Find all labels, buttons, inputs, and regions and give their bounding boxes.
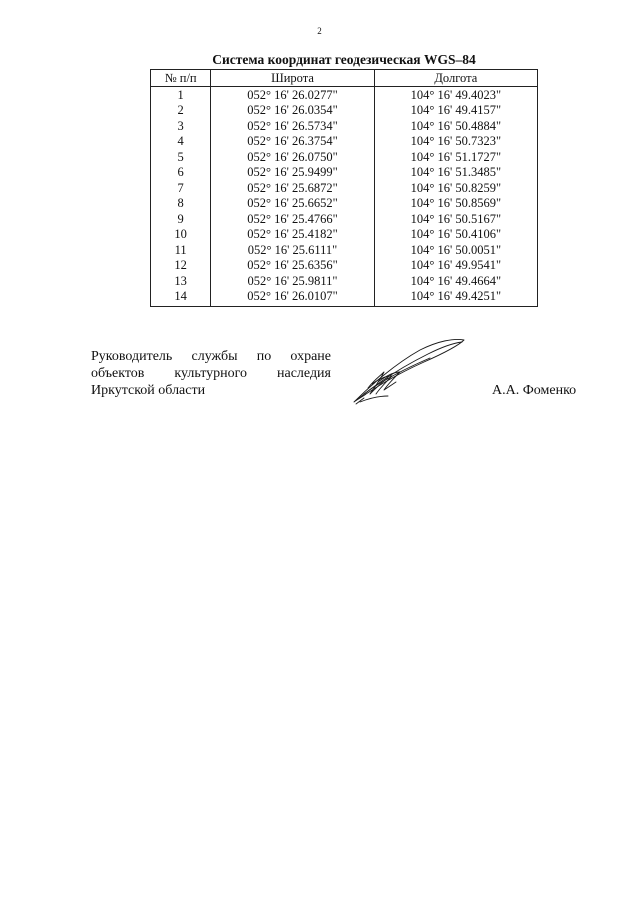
longitude-cell: 104° 16' 51.1727" bbox=[374, 149, 537, 165]
longitude-cell: 104° 16' 49.4664" bbox=[374, 273, 537, 289]
table-row bbox=[151, 134, 538, 150]
handwritten-signature bbox=[350, 336, 468, 406]
latitude-cell: 052° 16' 25.6872" bbox=[211, 180, 374, 196]
header-longitude: Долгота bbox=[374, 70, 537, 87]
row-number-cell: 8 bbox=[151, 196, 211, 212]
table-row bbox=[151, 87, 538, 103]
header-number: № п/п bbox=[151, 70, 211, 87]
row-number-cell: 5 bbox=[151, 149, 211, 165]
latitude-cell: 052° 16' 25.4766" bbox=[211, 211, 374, 227]
row-number-cell: 7 bbox=[151, 180, 211, 196]
row-number-cell: 12 bbox=[151, 258, 211, 274]
table-body bbox=[151, 87, 538, 307]
row-number-cell: 2 bbox=[151, 103, 211, 119]
coordinates-table bbox=[150, 69, 538, 307]
longitude-cell: 104° 16' 49.9541" bbox=[374, 258, 537, 274]
table-row bbox=[151, 273, 538, 289]
signer-position-line-2: объектов культурного наследия bbox=[91, 366, 331, 381]
table-row bbox=[151, 180, 538, 196]
longitude-cell: 104° 16' 49.4023" bbox=[374, 87, 537, 103]
page-number: 2 bbox=[317, 26, 322, 36]
latitude-cell: 052° 16' 25.6652" bbox=[211, 196, 374, 212]
latitude-cell: 052° 16' 25.9499" bbox=[211, 165, 374, 181]
latitude-cell: 052° 16' 25.6111" bbox=[211, 242, 374, 258]
row-number-cell: 9 bbox=[151, 211, 211, 227]
row-number-cell: 10 bbox=[151, 227, 211, 243]
signer-position-line-3: Иркутской области bbox=[91, 383, 206, 398]
row-number-cell: 3 bbox=[151, 118, 211, 134]
latitude-cell: 052° 16' 26.3754" bbox=[211, 134, 374, 150]
latitude-cell: 052° 16' 26.5734" bbox=[211, 118, 374, 134]
latitude-cell: 052° 16' 26.0354" bbox=[211, 103, 374, 119]
table-row bbox=[151, 289, 538, 307]
row-number-cell: 11 bbox=[151, 242, 211, 258]
table-row bbox=[151, 118, 538, 134]
longitude-cell: 104° 16' 50.7323" bbox=[374, 134, 537, 150]
table-header-row bbox=[151, 70, 538, 87]
longitude-cell: 104° 16' 50.4106" bbox=[374, 227, 537, 243]
longitude-cell: 104° 16' 49.4251" bbox=[374, 289, 537, 307]
latitude-cell: 052° 16' 25.4182" bbox=[211, 227, 374, 243]
header-latitude: Широта bbox=[211, 70, 374, 87]
longitude-cell: 104° 16' 50.5167" bbox=[374, 211, 537, 227]
longitude-cell: 104° 16' 50.0051" bbox=[374, 242, 537, 258]
table-row bbox=[151, 149, 538, 165]
longitude-cell: 104° 16' 50.4884" bbox=[374, 118, 537, 134]
latitude-cell: 052° 16' 25.9811" bbox=[211, 273, 374, 289]
table-row bbox=[151, 196, 538, 212]
table-row bbox=[151, 211, 538, 227]
longitude-cell: 104° 16' 51.3485" bbox=[374, 165, 537, 181]
table-row bbox=[151, 165, 538, 181]
latitude-cell: 052° 16' 26.0107" bbox=[211, 289, 374, 307]
table-row bbox=[151, 227, 538, 243]
signer-position bbox=[91, 348, 331, 399]
longitude-cell: 104° 16' 50.8259" bbox=[374, 180, 537, 196]
row-number-cell: 6 bbox=[151, 165, 211, 181]
table-row bbox=[151, 258, 538, 274]
table-title: Система координат геодезическая WGS–84 bbox=[212, 52, 476, 67]
latitude-cell: 052° 16' 26.0277" bbox=[211, 87, 374, 103]
latitude-cell: 052° 16' 25.6356" bbox=[211, 258, 374, 274]
signer-name: А.А. Фоменко bbox=[492, 383, 577, 398]
longitude-cell: 104° 16' 49.4157" bbox=[374, 103, 537, 119]
table-row bbox=[151, 242, 538, 258]
row-number-cell: 4 bbox=[151, 134, 211, 150]
longitude-cell: 104° 16' 50.8569" bbox=[374, 196, 537, 212]
signer-position-line-1: Руководитель службы по охране bbox=[91, 349, 331, 364]
row-number-cell: 1 bbox=[151, 87, 211, 103]
row-number-cell: 13 bbox=[151, 273, 211, 289]
row-number-cell: 14 bbox=[151, 289, 211, 307]
latitude-cell: 052° 16' 26.0750" bbox=[211, 149, 374, 165]
table-row bbox=[151, 103, 538, 119]
